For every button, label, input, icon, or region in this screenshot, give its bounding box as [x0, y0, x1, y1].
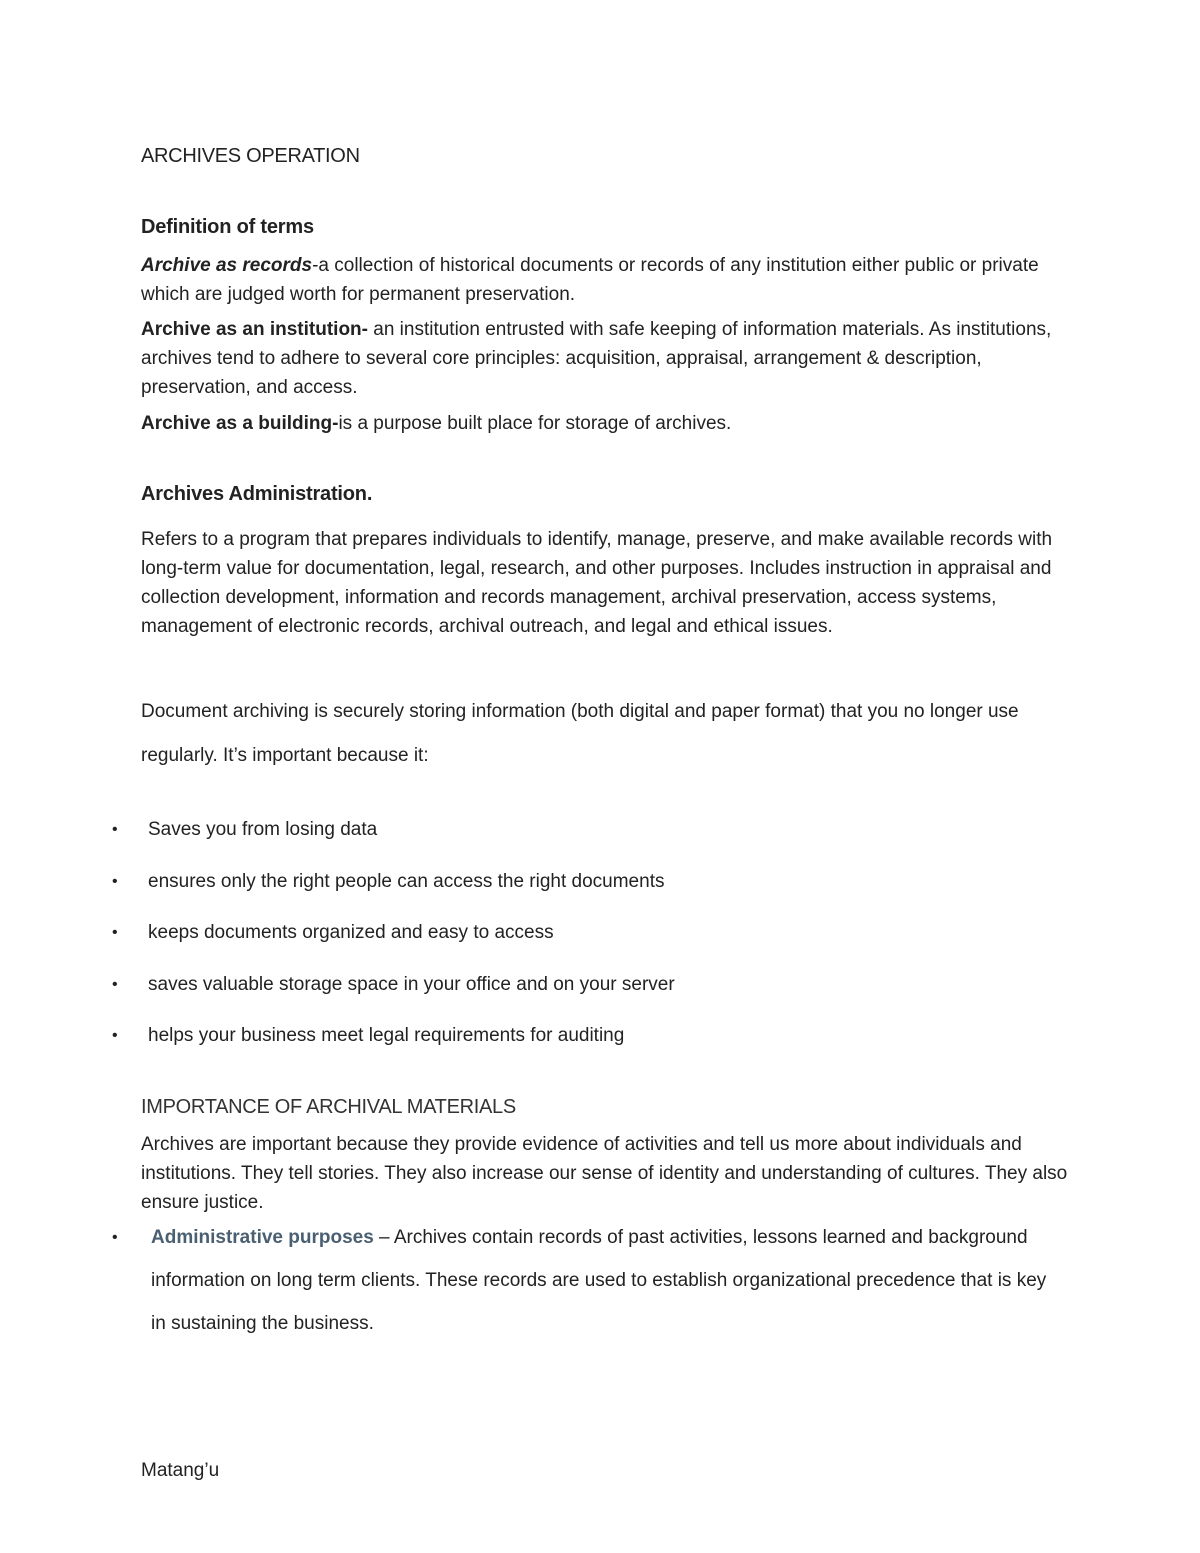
term-administrative-purposes: Administrative purposes [151, 1227, 374, 1248]
definition-archive-records-text: -a collection of historical documents or records of any institution either public or private which are judged worth for permanent preservation. [141, 255, 1039, 305]
document-title: ARCHIVES OPERATION [141, 145, 360, 167]
bullet-icon: • [112, 1229, 118, 1246]
administration-heading: Archives Administration. [141, 483, 373, 505]
administrative-purposes-text [151, 1216, 1051, 1345]
definition-archive-institution-text: an institution entrusted with safe keeping of information materials. As institutions, archives tend to adhere to several core principles: acquisition, appraisal, arrangement & description, preservation, and access. [141, 319, 1052, 398]
bullet-icon: • [112, 873, 118, 890]
definition-archive-institution [141, 315, 1071, 402]
bullet-icon: • [112, 976, 118, 993]
list-item-text: helps your business meet legal requirements for auditing [148, 1025, 625, 1046]
importance-paragraph: Archives are important because they provide evidence of activities and tell us more about individuals and institutions. They tell stories. They also increase our sense of identity and understanding of cultures. They also ensure justice. [141, 1134, 1068, 1213]
administration-paragraph: Refers to a program that prepares individuals to identify, manage, preserve, and make available records with long-term value for documentation, legal, research, and other purposes. Includes instruction in appraisal and collection development, information and records management, archival preservation, access systems, management of electronic records, archival outreach, and legal and ethical issues. [141, 529, 1053, 637]
definitions-heading: Definition of terms [141, 216, 314, 238]
list-item-administrative-purposes [112, 1224, 1072, 1345]
list-item-text: saves valuable storage space in your office and on your server [148, 974, 675, 995]
term-archive-records: Archive as records [141, 255, 313, 276]
bullet-icon: • [112, 821, 118, 838]
bullet-icon: • [112, 1027, 118, 1044]
term-archive-building: Archive as a building- [141, 413, 339, 434]
term-archive-institution: Archive as an institution- [141, 319, 368, 340]
archiving-intro-paragraph: Document archiving is securely storing information (both digital and paper format) that you no longer use regularly. It’s important because it: [141, 701, 1019, 766]
page-footer-author: Matang’u [141, 1460, 220, 1481]
list-item-text: Saves you from losing data [148, 819, 378, 840]
list-item [112, 1022, 624, 1050]
definition-archive-records [141, 251, 1071, 309]
list-item [112, 868, 664, 896]
list-item [112, 971, 675, 999]
administrative-purposes-description: – Archives contain records of past activities, lessons learned and background information on long term clients. These records are used to establish organizational precedence that is key in sustaining the business. [151, 1227, 1047, 1334]
list-item [112, 919, 554, 947]
bullet-icon: • [112, 924, 118, 941]
list-item [112, 816, 377, 844]
definition-archive-building [141, 409, 1071, 438]
list-item-text: ensures only the right people can access the right documents [148, 871, 665, 892]
definition-archive-building-text: is a purpose built place for storage of archives. [338, 413, 732, 434]
importance-heading: IMPORTANCE OF ARCHIVAL MATERIALS [141, 1096, 516, 1118]
list-item-text: keeps documents organized and easy to access [148, 922, 554, 943]
